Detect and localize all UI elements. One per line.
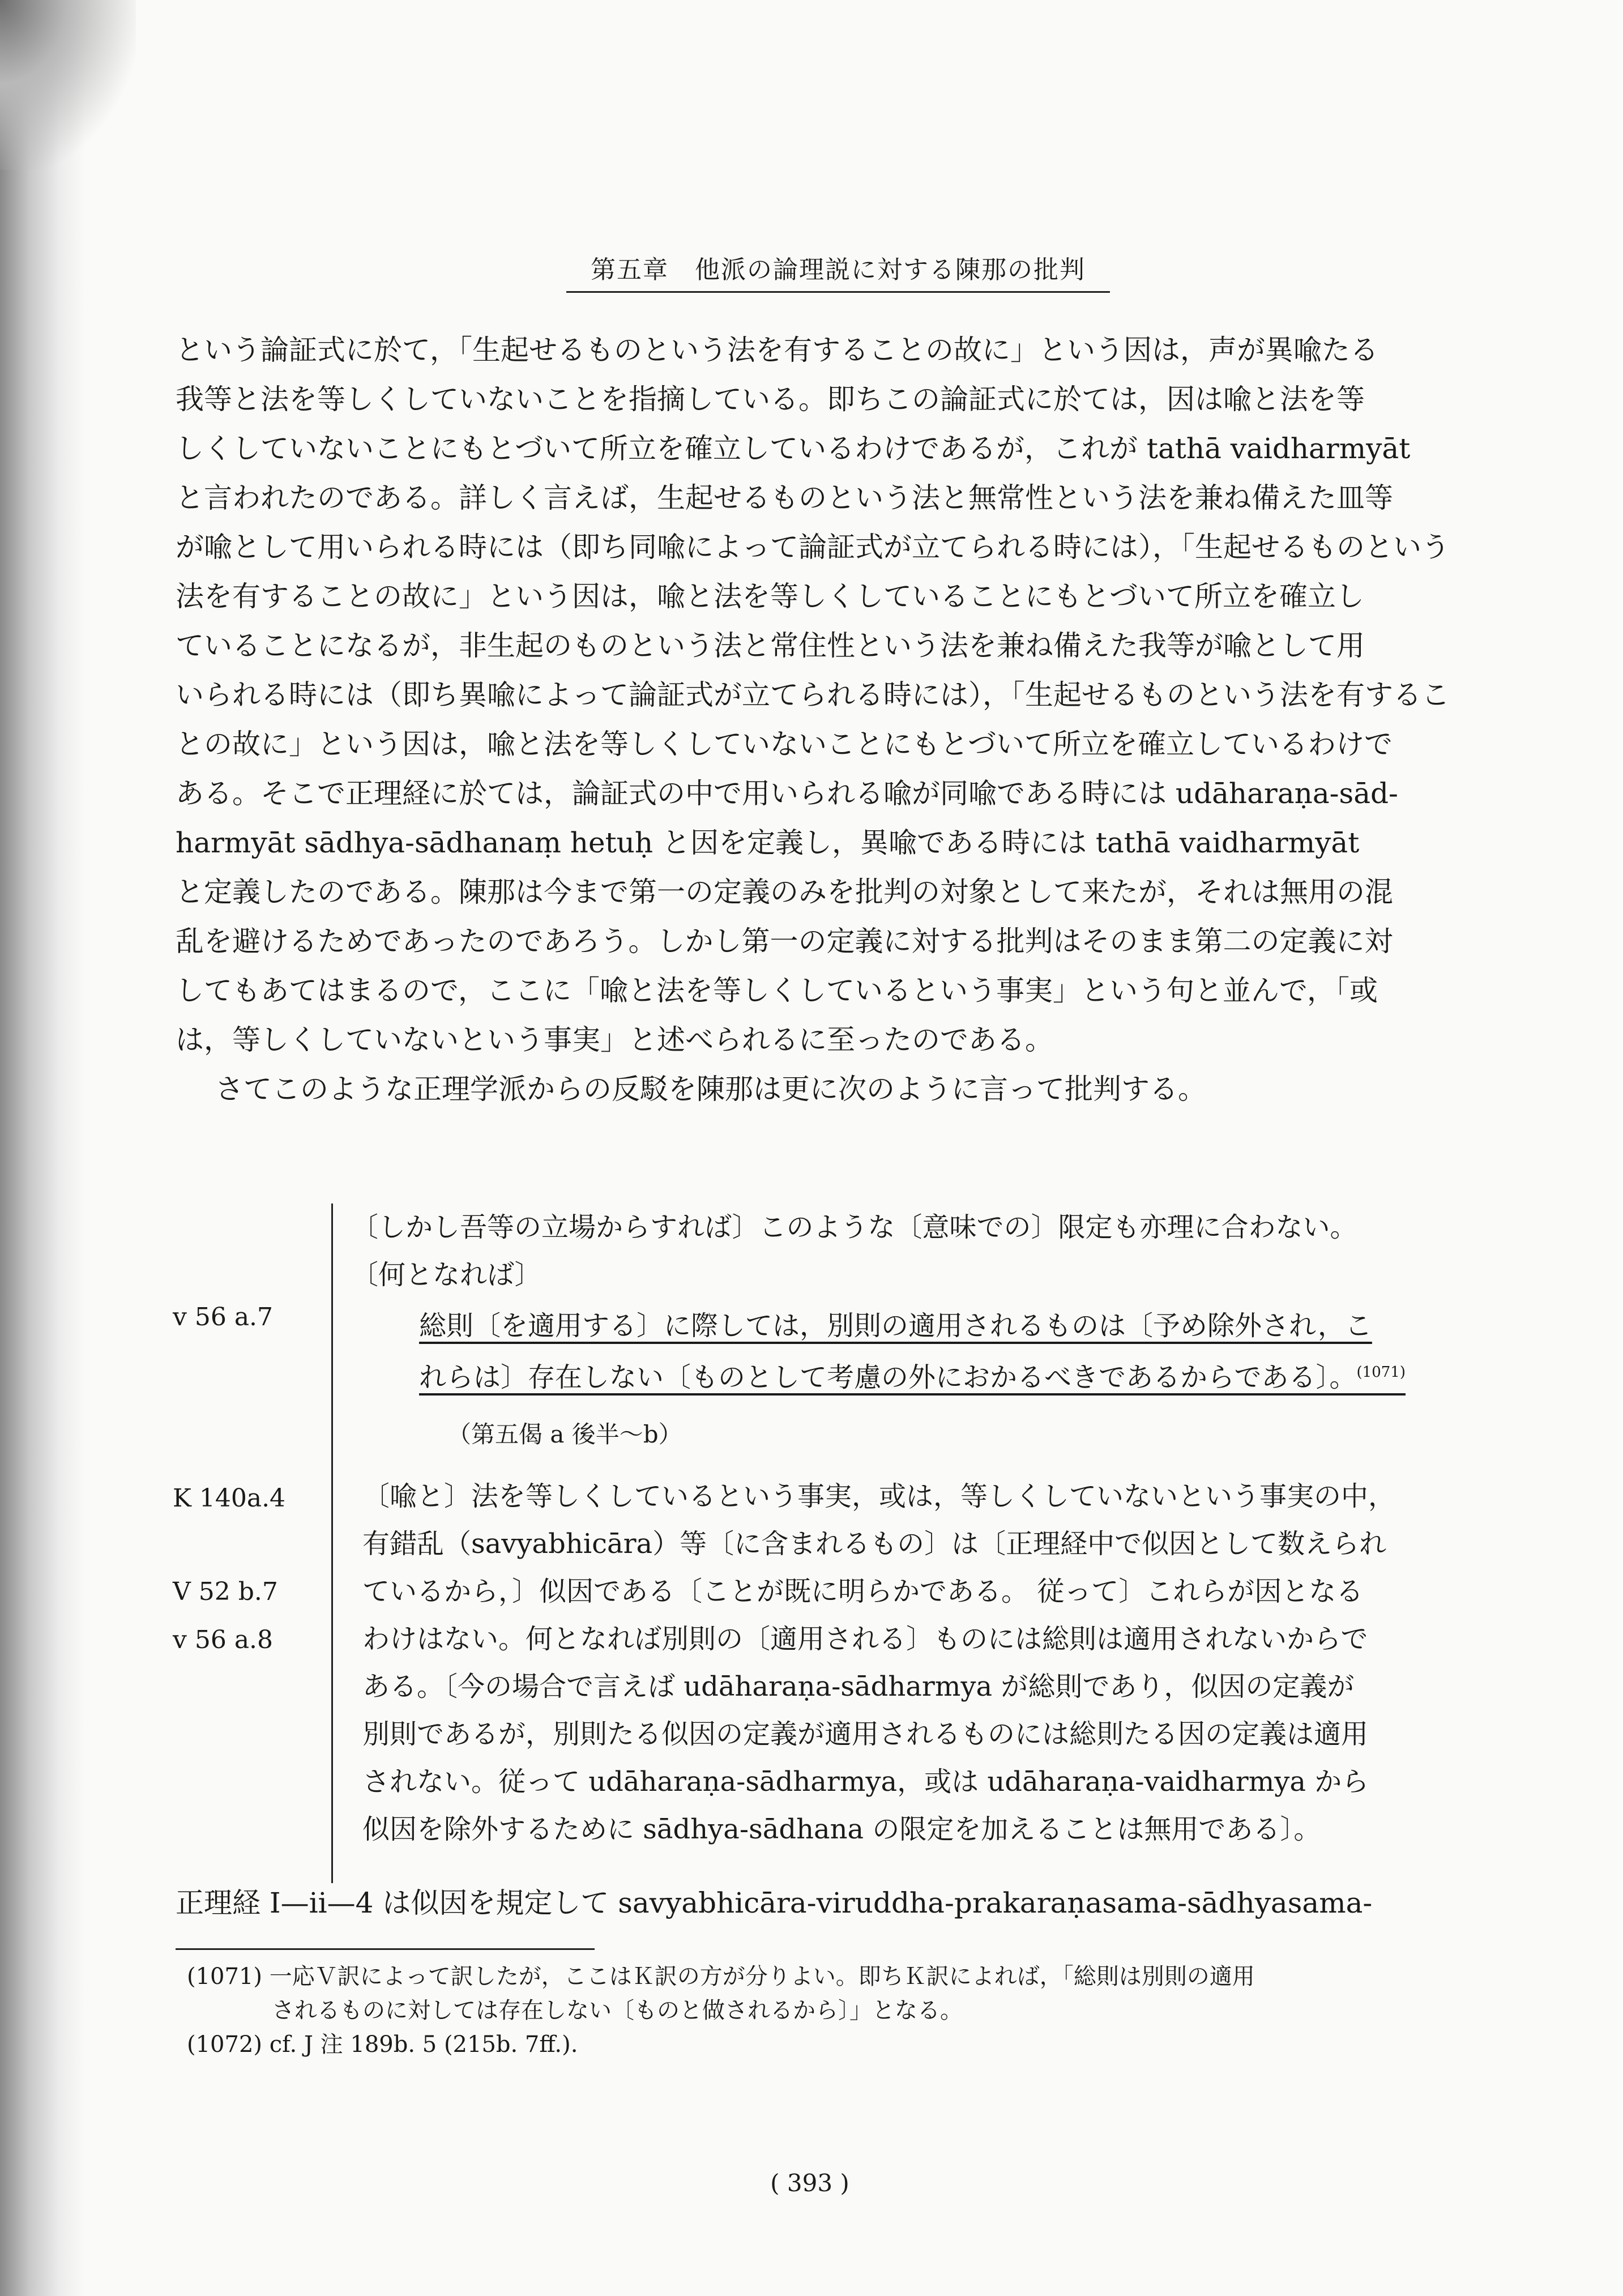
margin-ref-k140a4: K 140a.4 xyxy=(173,1484,286,1513)
scan-edge-shadow xyxy=(0,0,85,2296)
margin-ref-v52b7: V 52 b.7 xyxy=(173,1577,278,1606)
quote-line: ある。〔今の場合で言えば udāharaṇa-sādharmya が総則であり，似因の定義が xyxy=(362,1671,1355,1702)
text-line: 法を有することの故に」という因は，喩と法を等しくしていることにもとづいて所立を確立し xyxy=(176,580,1364,613)
text-line: ていることになるが，非生起のものという法と常住性という法を兼ね備えた我等が喩として用 xyxy=(176,629,1365,662)
quote-margin-rule xyxy=(331,1204,333,1883)
footnotes xyxy=(187,1960,1455,2062)
footnote-1071: (1071) 一応Ｖ訳によって訳したが，ここはＫ訳の方が分りよい。即ちＫ訳によれば，「総則は別則の適用 xyxy=(187,1964,1255,1990)
footnote-ref-1071: (1071) xyxy=(1356,1364,1406,1381)
text-line: との故に」という因は，喩と法を等しくしていないことにもとづいて所立を確立しているわけで xyxy=(176,728,1393,761)
quote-line: わけはない。何となれば別則の〔適用される〕ものには総則は適用されないからで xyxy=(362,1623,1368,1655)
text-line: は，等しくしていないという事実」と述べられるに至ったのである。 xyxy=(176,1023,1053,1056)
quote-line: 〔しかし吾等の立場からすれば〕このような〔意味での〕限定も亦理に合わない。 xyxy=(351,1211,1357,1243)
footnote-1071-continued: されるものに対しては存在しない〔ものと做されるから〕」となる。 xyxy=(272,1998,963,2024)
margin-ref-v56a8: v 56 a.8 xyxy=(173,1625,274,1654)
text-line: いられる時には（即ち異喩によって論証式が立てられる時には），「生起せるものという法を有するこ xyxy=(176,678,1450,711)
text-line: してもあてはまるので，ここに「喩と法を等しくしているという事実」という句と並んで，「或 xyxy=(176,974,1378,1007)
footnote-rule xyxy=(176,1948,595,1950)
paragraph-intro: さてこのような正理学派からの反駁を陳那は更に次のように言って批判する。 xyxy=(215,1073,1206,1106)
footnote-1072: (1072) cf. J 注 189b. 5 (215b. 7ff.). xyxy=(187,2032,578,2058)
quote-line: 有錯乱（savyabhicāra）等〔に含まれるもの〕は〔正理経中で似因として数えられ xyxy=(362,1528,1387,1560)
text-line: しくしていないことにもとづいて所立を確立しているわけであるが，これが tathā vaidharmyāt xyxy=(176,432,1411,465)
translation-quote xyxy=(351,1204,1455,1299)
text-line: harmyāt sādhya-sādhanaṃ hetuḥ と因を定義し，異喩である時には tathā vaidharmyāt xyxy=(176,826,1360,859)
text-line: 我等と法を等しくしていないことを指摘している。即ちこの論証式に於ては，因は喩と法を等 xyxy=(176,383,1365,416)
text-line: という論証式に於て，「生起せるものという法を有することの故に」という因は，声が異喩たる xyxy=(176,334,1378,366)
verse-line: 総則〔を適用する〕に際しては，別則の適用されるものは〔予め除外され，こ xyxy=(419,1310,1372,1342)
quote-line: されない。従って udāharaṇa-sādharmya，或は udāharaṇa-vaidharmya から xyxy=(362,1766,1369,1798)
verse-line xyxy=(419,1349,1455,1401)
text-line: と言われたのである。詳しく言えば，生起せるものという法と無常性という法を兼ね備えた皿等 xyxy=(176,481,1393,514)
quote-line: 別則であるが，別則たる似因の定義が適用されるものには総則たる因の定義は適用 xyxy=(362,1718,1369,1750)
quote-line: ているから，〕似因である〔ことが既に明らかである。 従って〕これらが因となる xyxy=(362,1576,1364,1607)
verse-source-note: （第五偈 a 後半〜b） xyxy=(447,1420,682,1448)
text-line: と定義したのである。陳那は今まで第一の定義のみを批判の対象として来たが，それは無用の混 xyxy=(176,876,1393,908)
page-number: ( 393 ) xyxy=(770,2169,849,2197)
closing-line: 正理経 I—ii—4 は似因を規定して savyabhicāra-viruddha-prakaraṇasama-sādhyasama- xyxy=(176,1887,1373,1919)
main-text xyxy=(176,326,1455,1114)
running-header: 第五章 他派の論理説に対する陳那の批判 xyxy=(566,249,1110,293)
translation-quote-continued xyxy=(362,1473,1455,1853)
scan-corner-shadow xyxy=(0,0,136,170)
quote-line: 〔何となれば〕 xyxy=(351,1259,542,1291)
quote-line: 〔喩と〕法を等しくしているという事実，或は，等しくしていないという事実の中， xyxy=(362,1480,1396,1512)
verse-line-text: れらは〕存在しない〔ものとして考慮の外におかるべきであるからである〕。 xyxy=(419,1362,1357,1393)
margin-ref-v56a7: v 56 a.7 xyxy=(173,1303,274,1331)
text-line: 乱を避けるためであったのであろう。しかし第一の定義に対する批判はそのまま第二の定義に対 xyxy=(176,925,1393,958)
text-line: ある。そこで正理経に於ては，論証式の中で用いられる喩が同喩である時には udāharaṇa-sād- xyxy=(176,777,1398,810)
text-line: が喩として用いられる時には（即ち同喩によって論証式が立てられる時には），「生起せるものという xyxy=(176,531,1450,564)
verse-block xyxy=(419,1303,1455,1401)
quote-line: 似因を除外するために sādhya-sādhana の限定を加えることは無用である〕。 xyxy=(362,1813,1321,1845)
